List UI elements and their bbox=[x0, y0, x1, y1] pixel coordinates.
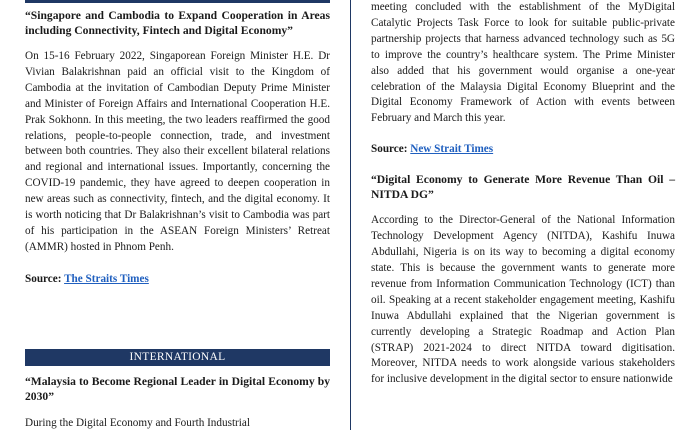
section-banner: INTERNATIONAL bbox=[25, 349, 330, 366]
source-link[interactable]: New Strait Times bbox=[410, 143, 494, 156]
article-body: During the Digital Economy and Fourth Industrial bbox=[25, 417, 250, 429]
article-headline: “Singapore and Cambodia to Expand Cooperation in Areas including Connectivity, Fintech and Digital Economy” bbox=[25, 9, 330, 37]
article-body: According to the Director-General of the National Information Technology Development Agency (NITDA), Kashifu Inuwa Abdullahi, Nigeria is on its way to becoming a digital economy state. This is because the government wants to generate more revenue from Information Communication Technology (ICT) than oil. Speaking at a recent stakeholder engagement meeting, Kashifu Inuwa Abdullahi explained that the Nigerian government is currently developing a Strategic Roadmap and Action Plan (STRAP) 2021-2024 to direct NITDA toward digitisation. Moreover, NITDA needs to work alongside various stakeholders for inclusive development in the digital sector to ensure nationwide bbox=[371, 214, 675, 386]
source-link[interactable]: The Straits Times bbox=[64, 272, 149, 285]
article-source bbox=[25, 273, 330, 285]
column-divider bbox=[350, 0, 351, 430]
source-label: Source: bbox=[25, 272, 62, 285]
source-label: Source: bbox=[371, 143, 408, 156]
article-headline: “Malaysia to Become Regional Leader in Digital Economy by 2030” bbox=[25, 375, 330, 403]
article-headline: “Digital Economy to Generate More Revenue Than Oil – NITDA DG” bbox=[371, 173, 675, 202]
article-source bbox=[371, 143, 675, 155]
right-column bbox=[371, 0, 675, 388]
left-column-lower bbox=[25, 374, 330, 432]
article-body-continued: meeting concluded with the establishment of the MyDigital Catalytic Projects Task Force to look for suitable public-private partnership projects that harness advanced technology such as 5G to improve the country’s healthcare system. The Prime Minister also added that his government would organise a one-year celebration of the Malaysia Digital Economy Blueprint and the Digital Economy Framework of Action with events between February and March this year. bbox=[371, 1, 675, 125]
left-column bbox=[25, 0, 330, 285]
article-body: On 15-16 February 2022, Singaporean Foreign Minister H.E. Dr Vivian Balakrishnan paid an official visit to the Kingdom of Cambodia at the invitation of Cambodian Deputy Prime Minister and Minister of Foreign Affairs and International Cooperation H.E. Prak Sokhonn. In this meeting, the two leaders reaffirmed the good relations, people-to-people connection, trade, and investment between both countries. They also their excellent bilateral relations and regional and international issues. Importantly, concerning the COVID-19 pandemic, they have agreed to deepen cooperation in new areas such as connectivity, fintech, and the digital economy. It is worth noticing that Dr Balakrishnan’s visit to Cambodia was part of his participation in the ASEAN Foreign Ministers’ Retreat (AMMR) hosted in Phnom Penh. bbox=[25, 50, 330, 253]
